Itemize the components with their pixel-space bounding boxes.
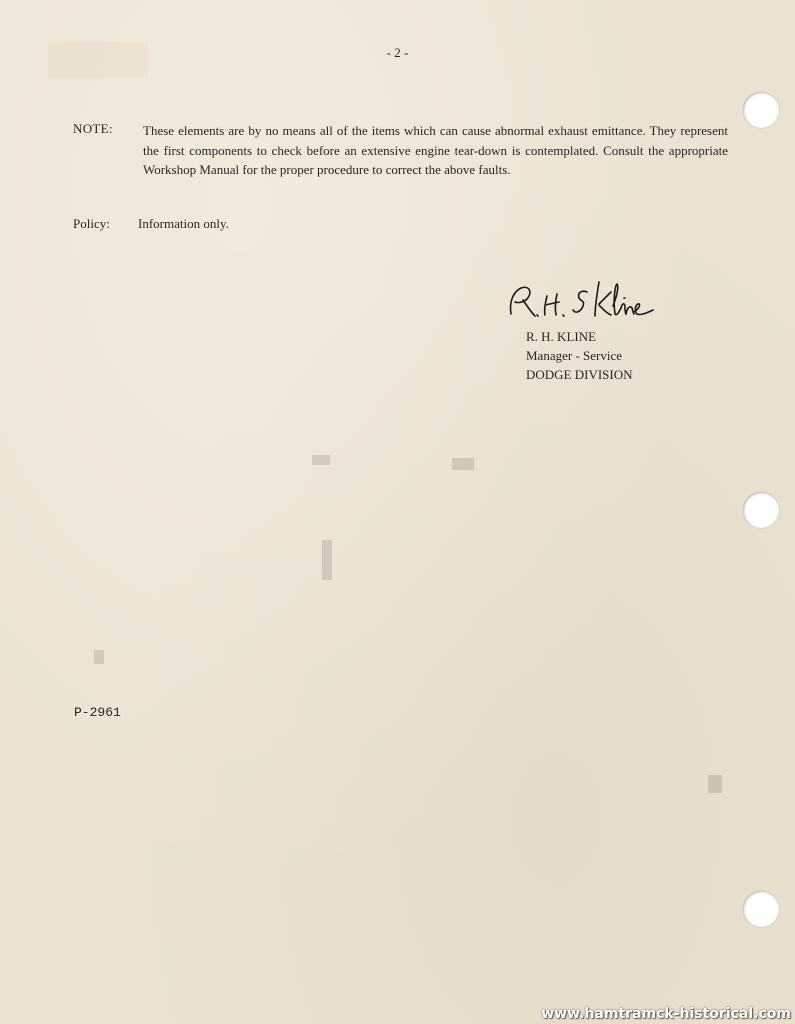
paper-speck	[312, 455, 330, 465]
signature-image	[503, 272, 663, 327]
binder-hole-bottom	[743, 891, 779, 927]
page-number: - 2 -	[386, 45, 409, 60]
paper-speck	[452, 458, 474, 470]
paper-speck	[322, 540, 332, 580]
binder-hole-middle	[743, 492, 779, 528]
policy-text: Information only.	[138, 216, 229, 231]
paper-speck	[708, 775, 722, 793]
signer-block	[526, 327, 633, 384]
policy-label: Policy:	[73, 216, 110, 231]
paper-speck	[94, 650, 104, 664]
note-text: These elements are by no means all of the items which can cause abnormal exhaust emittance. They represent the first components to check before an extensive engine tear-down is contemplated. Consult the appropriate Workshop Manual for the proper procedure to correct the above faults.	[143, 123, 728, 177]
binder-hole-top	[743, 92, 779, 128]
signer-name: R. H. KLINE	[526, 329, 597, 344]
document-code: P-2961	[74, 705, 121, 720]
ghost-print-header	[140, 78, 153, 118]
note-label: NOTE:	[73, 121, 113, 136]
signer-title: Manager - Service	[526, 348, 623, 363]
signer-division: DODGE DIVISION	[526, 367, 633, 382]
site-watermark: www.hamtramck-historical.com	[541, 1006, 791, 1022]
